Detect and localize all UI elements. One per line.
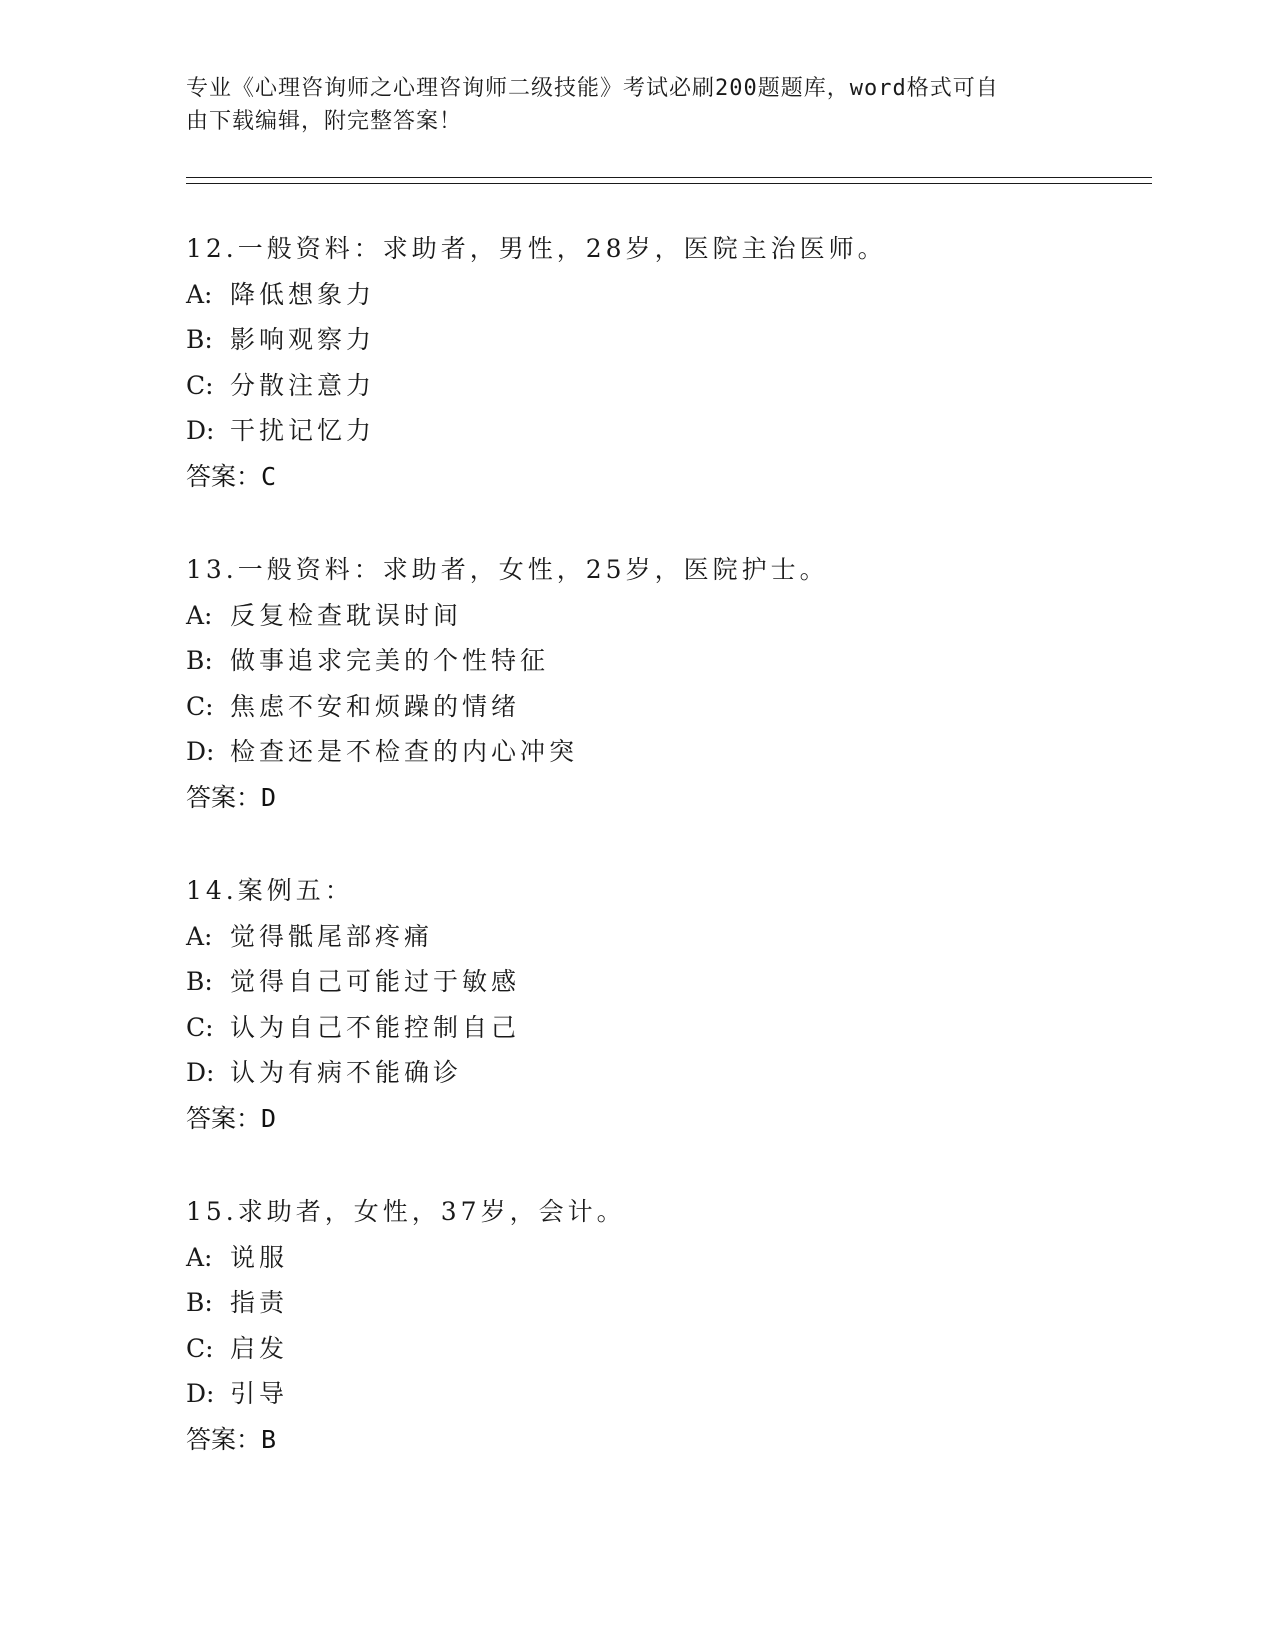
option-key: A: xyxy=(186,600,213,630)
option-text: 指责 xyxy=(230,1288,289,1317)
option-d xyxy=(186,1371,1146,1417)
answer-line: 答案：D xyxy=(186,1103,277,1133)
header-divider-top xyxy=(186,177,1152,178)
option-key: B: xyxy=(186,967,213,996)
option-b xyxy=(186,1280,1146,1326)
option-c xyxy=(186,1326,1146,1372)
question-stem: 13.一般资料：求助者，女性，25岁，医院护士。 xyxy=(186,555,829,584)
answer-line: 答案：C xyxy=(186,461,277,491)
question-stem: 15.求助者，女性，37岁，会计。 xyxy=(186,1197,626,1226)
option-text: 做事追求完美的个性特征 xyxy=(230,646,550,675)
option-a xyxy=(186,1235,1146,1281)
option-text: 启发 xyxy=(230,1333,289,1363)
option-text: 反复检查耽误时间 xyxy=(230,600,463,630)
option-key: A: xyxy=(186,1242,213,1272)
option-key: D: xyxy=(186,416,215,445)
question-15 xyxy=(186,1189,1146,1462)
option-key: B: xyxy=(186,325,213,354)
option-text: 认为自己不能控制自己 xyxy=(230,1012,521,1042)
question-14 xyxy=(186,868,1146,1141)
option-a xyxy=(186,914,1146,960)
option-key: B: xyxy=(186,646,213,675)
option-key: C: xyxy=(186,370,214,400)
option-key: D: xyxy=(186,737,215,766)
option-d xyxy=(186,1050,1146,1096)
header-divider-bottom xyxy=(186,183,1152,184)
option-key: A: xyxy=(186,921,213,951)
header-line-2: 由下载编辑，附完整答案！ xyxy=(186,109,463,134)
question-12 xyxy=(186,226,1146,499)
option-key: A: xyxy=(186,279,213,309)
option-key: C: xyxy=(186,691,214,721)
option-d xyxy=(186,729,1146,775)
option-text: 焦虑不安和烦躁的情绪 xyxy=(230,691,521,721)
option-key: D: xyxy=(186,1379,215,1408)
option-text: 引导 xyxy=(230,1379,289,1408)
answer-line: 答案：D xyxy=(186,782,277,812)
option-d xyxy=(186,408,1146,454)
option-text: 降低想象力 xyxy=(230,279,376,309)
option-key: C: xyxy=(186,1333,214,1363)
option-text: 检查还是不检查的内心冲突 xyxy=(230,737,579,766)
document-header xyxy=(186,72,1066,138)
option-text: 影响观察力 xyxy=(230,325,376,354)
option-b xyxy=(186,638,1146,684)
option-a xyxy=(186,272,1146,318)
option-key: C: xyxy=(186,1012,214,1042)
option-c xyxy=(186,684,1146,730)
answer-line: 答案：B xyxy=(186,1424,277,1454)
option-key: D: xyxy=(186,1058,215,1087)
option-text: 分散注意力 xyxy=(230,370,376,400)
question-stem: 12.一般资料：求助者，男性，28岁，医院主治医师。 xyxy=(186,234,887,263)
option-key: B: xyxy=(186,1288,213,1317)
option-c xyxy=(186,363,1146,409)
header-line-1: 专业《心理咨询师之心理咨询师二级技能》考试必刷200题题库，word格式可自 xyxy=(186,76,999,101)
option-b xyxy=(186,959,1146,1005)
option-text: 干扰记忆力 xyxy=(230,416,376,445)
option-text: 觉得自己可能过于敏感 xyxy=(230,967,521,996)
option-c xyxy=(186,1005,1146,1051)
option-b xyxy=(186,317,1146,363)
option-a xyxy=(186,593,1146,639)
option-text: 说服 xyxy=(230,1242,289,1272)
question-stem: 14.案例五： xyxy=(186,876,354,905)
option-text: 认为有病不能确诊 xyxy=(230,1058,463,1087)
question-13 xyxy=(186,547,1146,820)
option-text: 觉得骶尾部疼痛 xyxy=(230,921,434,951)
